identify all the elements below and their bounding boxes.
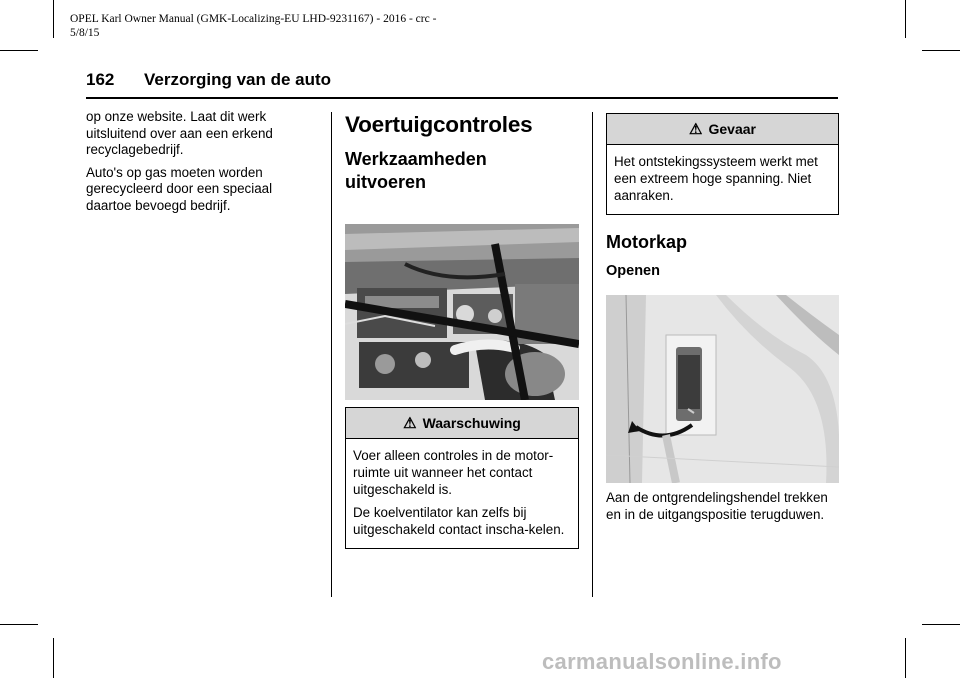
danger-body <box>607 145 838 214</box>
warning-body <box>346 439 578 548</box>
watermark: carmanualsonline.info <box>542 649 782 674</box>
crop-mark <box>0 624 38 625</box>
danger-header <box>607 114 838 145</box>
crop-mark <box>905 0 906 38</box>
warning-box <box>345 407 579 549</box>
document-header-line1: OPEL Karl Owner Manual (GMK-Localizing-EU LHD-9231167) - 2016 - crc - <box>70 13 437 25</box>
danger-title: Gevaar <box>708 121 756 137</box>
danger-triangle-icon: ⚠ <box>689 121 703 138</box>
engine-bay-illustration <box>345 224 579 400</box>
heading-rule <box>86 97 838 99</box>
hood-release-illustration <box>606 295 839 483</box>
column-3 <box>606 113 839 529</box>
paragraph: Aan de ontgrendelingshendel trekken en in de uitgangspositie terugduwen. <box>606 490 828 522</box>
warning-paragraph: Voer alleen controles in de motor-ruimte uit wanneer het contact uitgeschakeld is. <box>353 448 554 497</box>
page-heading <box>86 70 331 90</box>
subsection-heading-line1: Werkzaamheden <box>345 149 487 169</box>
crop-mark <box>53 0 54 38</box>
document-header <box>70 12 550 40</box>
column-divider <box>331 112 332 597</box>
paragraph: Auto's op gas moeten worden gerecycleerd door een speciaal daartoe bevoegd bedrijf. <box>86 164 273 213</box>
page-number: 162 <box>86 70 115 89</box>
hood-release-photo <box>606 295 839 483</box>
column-1 <box>86 109 311 220</box>
section-title: Verzorging van de auto <box>144 70 332 89</box>
warning-header <box>346 408 578 439</box>
crop-mark <box>922 50 960 51</box>
crop-mark <box>53 638 54 678</box>
danger-box <box>606 113 839 215</box>
warning-triangle-icon: ⚠ <box>403 415 417 432</box>
engine-bay-photo <box>345 224 579 400</box>
crop-mark <box>905 638 906 678</box>
warning-title: Waarschuwing <box>422 415 521 431</box>
warning-paragraph: De koelventilator kan zelfs bij uitgeschakeld contact inscha-kelen. <box>353 505 565 537</box>
column-divider <box>592 112 593 597</box>
subsection-heading-line2: uitvoeren <box>345 172 427 192</box>
crop-mark <box>922 624 960 625</box>
section-heading: Motorkap <box>606 232 687 252</box>
crop-mark <box>0 50 38 51</box>
subsection-heading: Openen <box>606 263 660 279</box>
document-header-line2: 5/8/15 <box>70 27 100 39</box>
paragraph: op onze website. Laat dit werk uitsluitend over aan een erkend recyclagebedrijf. <box>86 109 273 157</box>
section-heading: Voertuigcontroles <box>345 112 533 137</box>
danger-paragraph: Het ontstekingssysteem werkt met een extreem hoge spanning. Niet aanraken. <box>614 154 818 203</box>
column-2 <box>345 109 579 549</box>
